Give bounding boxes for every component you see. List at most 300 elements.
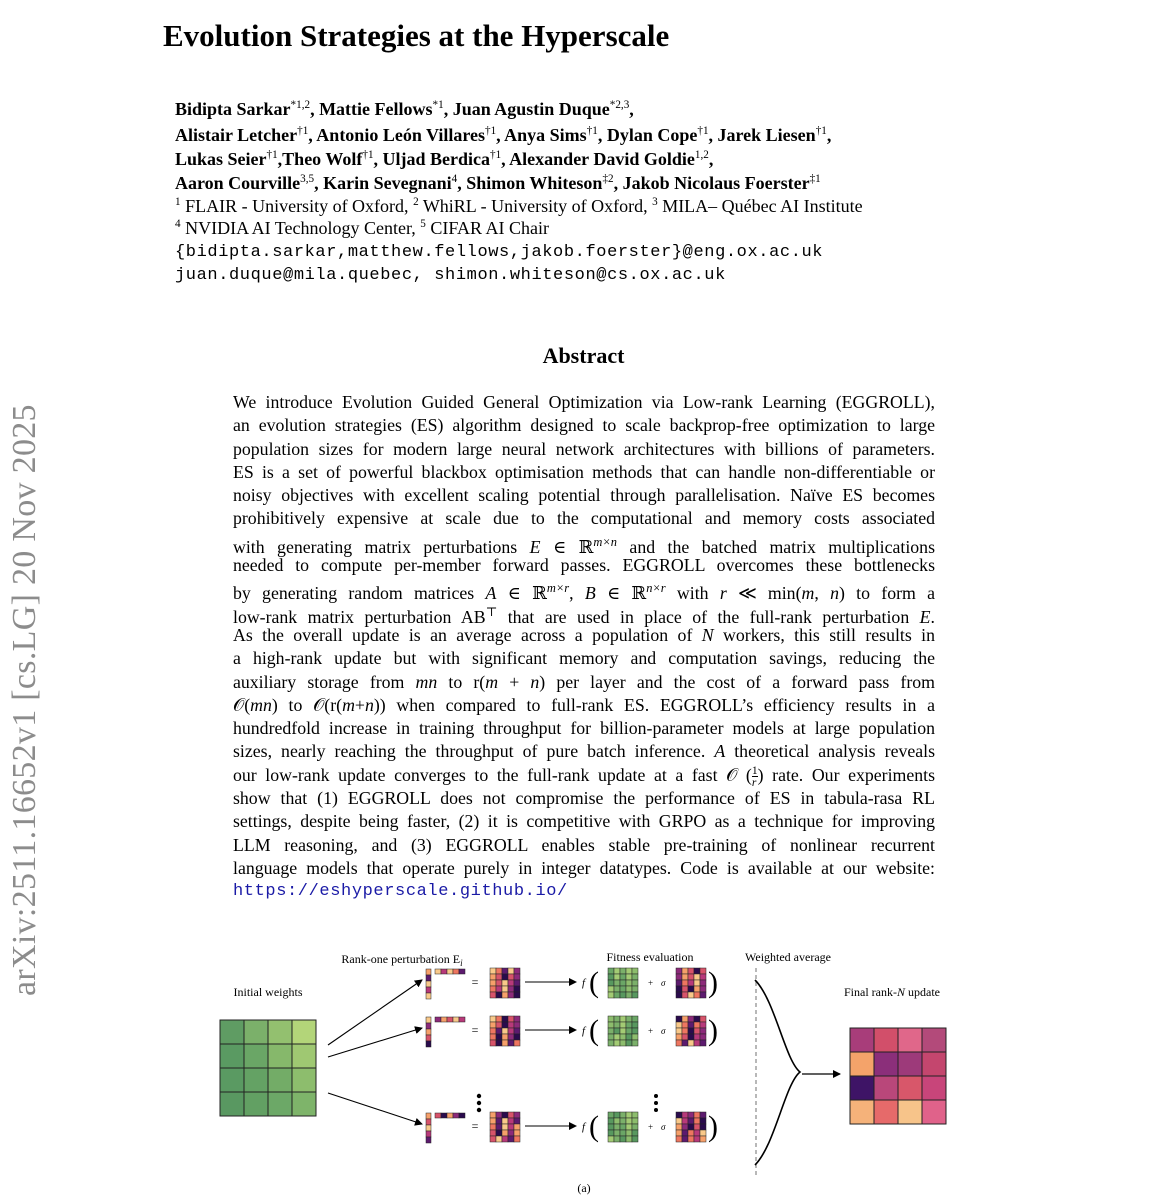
perturbation-matrix-cell	[688, 1034, 694, 1040]
perturbation-matrix-cell	[682, 968, 688, 974]
weights-matrix-cell	[608, 1118, 614, 1124]
matrix-cell	[268, 1044, 292, 1068]
weighted-average-label: Weighted average	[745, 950, 831, 964]
perturbation-matrix-cell	[682, 1136, 688, 1142]
perturbation-matrix-cell	[700, 992, 706, 998]
weights-matrix-cell	[626, 1022, 632, 1028]
perturbation-matrix-cell	[508, 1118, 514, 1124]
weights-matrix-cell	[626, 968, 632, 974]
weights-matrix-cell	[632, 992, 638, 998]
matrix-cell	[244, 1044, 268, 1068]
perturbation-rows	[426, 966, 718, 1143]
weights-matrix-cell	[614, 1124, 620, 1130]
perturbation-matrix-cell	[676, 980, 682, 986]
perturbation-matrix-cell	[514, 1124, 520, 1130]
weights-matrix-cell	[614, 1016, 620, 1022]
vertical-ellipsis-right	[654, 1094, 658, 1112]
matrix-cell	[292, 1068, 316, 1092]
weights-matrix-cell	[614, 1136, 620, 1142]
perturbation-matrix-cell	[502, 1136, 508, 1142]
matrix-cell	[898, 1052, 922, 1076]
weights-matrix-cell	[632, 1136, 638, 1142]
eggroll-method-figure	[200, 940, 960, 1200]
abstract-line: with generating matrix perturbations E ∈ ℝ$^{m\times n}$ and the batched matrix multiplications	[233, 534, 935, 557]
weights-matrix-cell	[614, 980, 620, 986]
column-vector-cell	[426, 1125, 431, 1131]
open-paren: (	[589, 966, 599, 999]
abstract-line: our low-rank update converges to the full-rank update at a fast 𝒪 ( $\frac{1}{r}$) rate. Our experiments	[233, 764, 935, 790]
perturbation-matrix-cell	[682, 1118, 688, 1124]
row-vector-cell	[435, 1017, 441, 1022]
perturbation-matrix-cell	[502, 1040, 508, 1046]
weights-matrix-cell	[608, 1112, 614, 1118]
final-update-matrix	[850, 1028, 946, 1124]
matrix-cell	[268, 1020, 292, 1044]
column-vector-cell	[426, 1041, 431, 1047]
weights-matrix-cell	[626, 1016, 632, 1022]
perturbation-matrix-cell	[490, 992, 496, 998]
perturbation-matrix-cell	[700, 1112, 706, 1118]
row-vector-cell	[435, 969, 441, 974]
perturbation-matrix-cell	[508, 1016, 514, 1022]
final-update-grid	[850, 1028, 946, 1124]
weights-matrix-cell	[608, 1040, 614, 1046]
row-vector-cell	[447, 969, 453, 974]
perturbation-matrix-cell	[496, 1124, 502, 1130]
weights-matrix-cell	[620, 1136, 626, 1142]
weights-matrix-cell	[620, 992, 626, 998]
perturbation-matrix-cell	[676, 986, 682, 992]
final-update-label: Final rank-N update	[843, 985, 941, 999]
perturbation-matrix-cell	[682, 1016, 688, 1022]
weights-matrix-cell	[608, 1022, 614, 1028]
perturbation-matrix-cell	[496, 1028, 502, 1034]
weights-matrix-cell	[626, 1112, 632, 1118]
perturbation-matrix-cell	[496, 1112, 502, 1118]
matrix-cell	[220, 1020, 244, 1044]
matrix-cell	[850, 1076, 874, 1100]
perturbation-matrix-cell	[502, 986, 508, 992]
perturbation-matrix-cell	[700, 1028, 706, 1034]
perturbation-matrix-cell	[490, 1130, 496, 1136]
perturbation-matrix-cell	[694, 986, 700, 992]
abstract-line: 𝒪(mn) to 𝒪(r(m+n)) when compared to full-rank ES. EGGROLL’s efficiency results in a	[233, 694, 935, 715]
matrix-cell	[244, 1020, 268, 1044]
weights-matrix-cell	[626, 1130, 632, 1136]
perturbation-matrix-cell	[502, 974, 508, 980]
weights-matrix-cell	[632, 974, 638, 980]
perturbation-matrix-cell	[688, 980, 694, 986]
weights-matrix-cell	[608, 1016, 614, 1022]
abstract-line: low-rank matrix perturbation AB⊤ that are used in place of the full-rank perturbation E.	[233, 604, 935, 627]
perturbation-matrix-cell	[676, 1016, 682, 1022]
weights-matrix-cell	[620, 980, 626, 986]
fitness-function-symbol: f	[582, 977, 586, 989]
perturbation-matrix-cell	[502, 1022, 508, 1028]
matrix-cell	[922, 1100, 946, 1124]
perturbation-matrix-cell	[694, 1028, 700, 1034]
weights-matrix-cell	[608, 1028, 614, 1034]
perturbation-matrix-cell	[514, 974, 520, 980]
perturbation-matrix-cell	[514, 1118, 520, 1124]
author-line-3: Lukas Seier$^{\dagger 1}$,Theo Wolf$^{\dagger 1}$, Uljad Berdica$^{\dagger 1}$, Alexander David Goldie$^{1,2}$,	[175, 149, 714, 169]
perturbation-matrix-cell	[496, 968, 502, 974]
open-paren: (	[589, 1014, 599, 1047]
perturbation-matrix-cell	[514, 980, 520, 986]
weights-matrix-cell	[608, 974, 614, 980]
matrix-cell	[898, 1028, 922, 1052]
email-line-1[interactable]: {bidipta.sarkar,matthew.fellows,jakob.foerster}@eng.ox.ac.uk	[175, 243, 824, 262]
column-vector-cell	[426, 975, 431, 981]
weights-matrix-cell	[614, 968, 620, 974]
abstract-line: hundredfold increase in training throughput for billion-parameter models at large population	[233, 718, 935, 739]
perturbation-matrix-cell	[682, 1124, 688, 1130]
perturbation-matrix-cell	[514, 1028, 520, 1034]
website-link[interactable]: https://eshyperscale.github.io/	[233, 882, 568, 902]
perturbation-matrix-cell	[496, 1136, 502, 1142]
matrix-cell	[292, 1044, 316, 1068]
perturbation-matrix-cell	[682, 1034, 688, 1040]
column-vector-cell	[426, 1029, 431, 1035]
column-vector-cell	[426, 1023, 431, 1029]
close-paren: )	[708, 1110, 718, 1143]
weights-matrix-cell	[626, 1034, 632, 1040]
abstract-line: ES is a set of powerful blackbox optimisation methods that can handle non-differentiable or	[233, 461, 935, 482]
author-line-4: Aaron Courville$^{3,5}$, Karin Sevegnani$^4$, Shimon Whiteson$^{\ddagger 2}$, Jakob Nicolaus Foerster$^{\ddagger 1}$	[175, 173, 821, 193]
perturbation-matrix-cell	[676, 1124, 682, 1130]
row-vector-cell	[459, 969, 465, 974]
weights-matrix-cell	[608, 1130, 614, 1136]
perturbation-matrix-cell	[676, 1034, 682, 1040]
perturbation-matrix-cell	[694, 1034, 700, 1040]
weights-matrix-cell	[632, 1130, 638, 1136]
abstract-line: needed to compute per-member forward passes. EGGROLL overcomes these bottlenecks	[233, 555, 935, 576]
perturbation-row	[426, 1014, 718, 1047]
weights-matrix-cell	[632, 1124, 638, 1130]
row-vector-cell	[453, 1113, 459, 1118]
matrix-cell	[922, 1076, 946, 1100]
perturbation-matrix-cell	[694, 1136, 700, 1142]
matrix-cell	[874, 1100, 898, 1124]
weights-matrix-cell	[608, 1124, 614, 1130]
row-vector-cell	[441, 1113, 447, 1118]
matrix-cell	[874, 1028, 898, 1052]
abstract-body	[233, 391, 935, 904]
weights-matrix-cell	[614, 1040, 620, 1046]
column-vector-cell	[426, 1131, 431, 1137]
perturbation-matrix-cell	[688, 1118, 694, 1124]
row-vector-cell	[453, 969, 459, 974]
row-vector-cell	[459, 1017, 465, 1022]
perturbation-matrix-cell	[676, 992, 682, 998]
abstract-heading: Abstract	[542, 343, 625, 368]
weights-matrix-cell	[620, 1118, 626, 1124]
abstract-line: sizes, nearly reaching the throughput of pure batch inference. A theoretical analysis reveals	[233, 741, 935, 762]
row-vector-cell	[441, 1017, 447, 1022]
weights-matrix-cell	[620, 1040, 626, 1046]
weights-matrix-cell	[626, 1124, 632, 1130]
affiliation-line-1: $^1$ FLAIR - University of Oxford, $^2$ WhiRL - University of Oxford, $^3$ MILA– Québec AI Institute	[175, 196, 863, 216]
perturbation-matrix-cell	[496, 1034, 502, 1040]
perturbation-matrix-cell	[490, 1136, 496, 1142]
row-vector-cell	[447, 1017, 453, 1022]
perturbation-matrix-cell	[514, 1034, 520, 1040]
initial-weights-label: Initial weights	[233, 985, 303, 999]
perturbation-matrix-cell	[514, 986, 520, 992]
equals-sign: =	[471, 975, 479, 989]
perturbation-matrix-cell	[688, 1112, 694, 1118]
perturbation-matrix-cell	[514, 1040, 520, 1046]
perturbation-matrix-cell	[688, 986, 694, 992]
weights-matrix-cell	[626, 1040, 632, 1046]
perturbation-matrix-cell	[508, 1136, 514, 1142]
perturbation-matrix-cell	[694, 1022, 700, 1028]
column-vector-cell	[426, 969, 431, 975]
perturbation-matrix-cell	[676, 1118, 682, 1124]
abstract-line: by generating random matrices A ∈ ℝ$^{m\times r}$, B ∈ ℝ$^{n\times r}$ with r ≪ min(m, n) to form a	[233, 581, 936, 604]
weights-matrix-cell	[620, 968, 626, 974]
matrix-cell	[850, 1100, 874, 1124]
perturbation-matrix-cell	[496, 1040, 502, 1046]
perturbation-matrix-cell	[502, 1016, 508, 1022]
plus-sign: +	[648, 1026, 654, 1036]
weights-matrix-cell	[620, 986, 626, 992]
perturbation-matrix-cell	[700, 1130, 706, 1136]
close-paren: )	[708, 1014, 718, 1047]
perturbation-matrix-cell	[514, 1136, 520, 1142]
perturbation-matrix-cell	[676, 1040, 682, 1046]
matrix-cell	[268, 1092, 292, 1116]
perturbation-matrix-cell	[490, 986, 496, 992]
perturbation-matrix-cell	[688, 1028, 694, 1034]
perturbation-matrix-cell	[490, 1016, 496, 1022]
abstract-line: population sizes for modern large neural network architectures with billions of parameters.	[233, 438, 935, 459]
perturbation-matrix-cell	[688, 1124, 694, 1130]
perturbation-matrix-cell	[676, 968, 682, 974]
weights-matrix-cell	[620, 1130, 626, 1136]
matrix-cell	[244, 1068, 268, 1092]
weights-matrix-cell	[626, 986, 632, 992]
perturbation-matrix-cell	[676, 1130, 682, 1136]
perturbation-matrix-cell	[490, 1112, 496, 1118]
gaussian-weighting-curve	[755, 980, 800, 1165]
matrix-cell	[898, 1100, 922, 1124]
column-vector-cell	[426, 993, 431, 999]
weights-matrix-cell	[620, 1016, 626, 1022]
matrix-cell	[244, 1092, 268, 1116]
perturbation-matrix-cell	[502, 1028, 508, 1034]
perturbation-matrix-cell	[676, 1136, 682, 1142]
row-vector-cell	[435, 1113, 441, 1118]
perturbation-matrix-cell	[502, 1034, 508, 1040]
perturbation-matrix-cell	[700, 980, 706, 986]
weights-matrix-cell	[620, 1034, 626, 1040]
perturbation-matrix-cell	[682, 974, 688, 980]
perturbation-matrix-cell	[490, 974, 496, 980]
weights-matrix-cell	[620, 1028, 626, 1034]
weights-matrix-cell	[626, 992, 632, 998]
column-vector-cell	[426, 1017, 431, 1023]
perturbation-matrix-cell	[700, 1034, 706, 1040]
perturbation-matrix-cell	[682, 986, 688, 992]
matrix-cell	[898, 1076, 922, 1100]
matrix-cell	[268, 1068, 292, 1092]
perturbation-matrix-cell	[508, 992, 514, 998]
perturbation-matrix-cell	[700, 1136, 706, 1142]
perturbation-matrix-cell	[682, 1028, 688, 1034]
paper-title: Evolution Strategies at the Hyperscale	[163, 18, 670, 53]
perturbation-row	[426, 1110, 718, 1143]
perturbation-matrix-cell	[490, 980, 496, 986]
perturbation-matrix-cell	[508, 1130, 514, 1136]
abstract-line: an evolution strategies (ES) algorithm designed to scale backprop-free optimization to large	[233, 415, 935, 436]
affiliation-line-2: $^4$ NVIDIA AI Technology Center, $^5$ CIFAR AI Chair	[175, 218, 549, 238]
perturbation-matrix-cell	[682, 980, 688, 986]
perturbation-matrix-cell	[514, 992, 520, 998]
weights-matrix-cell	[614, 1112, 620, 1118]
fitness-evaluation-label: Fitness evaluation	[606, 950, 694, 964]
close-paren: )	[708, 966, 718, 999]
perturbation-matrix-cell	[502, 968, 508, 974]
perturbation-matrix-cell	[676, 974, 682, 980]
perturbation-matrix-cell	[496, 980, 502, 986]
column-vector-cell	[426, 1113, 431, 1119]
perturbation-matrix-cell	[694, 1124, 700, 1130]
perturbation-matrix-cell	[496, 974, 502, 980]
weights-matrix-cell	[632, 1112, 638, 1118]
abstract-line: settings, despite being faster, (2) it is competitive with GRPO as a technique for improving	[233, 811, 935, 832]
perturbation-matrix-cell	[688, 968, 694, 974]
matrix-cell	[850, 1028, 874, 1052]
perturbation-matrix-cell	[676, 1028, 682, 1034]
perturbation-row	[426, 966, 718, 999]
weights-matrix-cell	[632, 986, 638, 992]
perturbation-matrix-cell	[490, 1034, 496, 1040]
weights-matrix-cell	[614, 986, 620, 992]
weights-matrix-cell	[620, 1022, 626, 1028]
perturbation-matrix-cell	[496, 1016, 502, 1022]
abstract-line: auxiliary storage from mn to r(m + n) per layer and the cost of a forward pass from	[233, 671, 936, 692]
matrix-cell	[220, 1044, 244, 1068]
weights-matrix-cell	[626, 1118, 632, 1124]
matrix-cell	[292, 1092, 316, 1116]
perturbation-matrix-cell	[700, 1016, 706, 1022]
weights-matrix-cell	[608, 968, 614, 974]
perturbation-matrix-cell	[496, 986, 502, 992]
matrix-cell	[922, 1028, 946, 1052]
weights-matrix-cell	[614, 1118, 620, 1124]
initial-weights-matrix	[220, 1020, 316, 1116]
matrix-cell	[922, 1052, 946, 1076]
perturbation-matrix-cell	[694, 1118, 700, 1124]
weights-matrix-cell	[632, 968, 638, 974]
perturbation-matrix-cell	[508, 1124, 514, 1130]
weights-matrix-cell	[632, 1028, 638, 1034]
perturbation-matrix-cell	[508, 968, 514, 974]
arxiv-identifier-stamp[interactable]: arXiv:2511.16652v1 [cs.LG] 20 Nov 2025	[6, 404, 43, 996]
perturbation-matrix-cell	[490, 1124, 496, 1130]
email-line-2[interactable]: juan.duque@mila.quebec, shimon.whiteson@cs.ox.ac.uk	[175, 266, 726, 285]
weights-matrix-cell	[614, 1022, 620, 1028]
perturbation-matrix-cell	[694, 980, 700, 986]
perturbation-matrix-cell	[490, 1040, 496, 1046]
abstract-line: As the overall update is an average across a population of N workers, this still results in	[233, 624, 935, 645]
perturbation-matrix-cell	[508, 974, 514, 980]
perturbation-matrix-cell	[508, 980, 514, 986]
perturbation-matrix-cell	[508, 1034, 514, 1040]
matrix-cell	[874, 1076, 898, 1100]
perturbation-matrix-cell	[490, 1022, 496, 1028]
perturbation-matrix-cell	[700, 1118, 706, 1124]
perturbation-matrix-cell	[694, 1112, 700, 1118]
perturbation-matrix-cell	[490, 1118, 496, 1124]
perturbation-matrix-cell	[682, 992, 688, 998]
equals-sign: =	[471, 1119, 479, 1133]
abstract-line: We introduce Evolution Guided General Optimization via Low-rank Learning (EGGROLL),	[233, 392, 935, 412]
author-line-1: Bidipta Sarkar$^{*1,2}$, Mattie Fellows$^{*1}$, Juan Agustin Duque$^{*2,3}$,	[175, 99, 634, 119]
plus-sign: +	[648, 978, 654, 988]
perturbation-matrix-cell	[700, 1040, 706, 1046]
perturbation-matrix-cell	[508, 1112, 514, 1118]
vertical-ellipsis-left	[477, 1094, 481, 1112]
abstract-line: a high-rank update but with significant memory and computation savings, reducing the	[233, 648, 935, 669]
matrix-cell	[292, 1020, 316, 1044]
perturbation-matrix-cell	[682, 1112, 688, 1118]
perturbation-matrix-cell	[694, 968, 700, 974]
weights-matrix-cell	[632, 1034, 638, 1040]
perturbation-matrix-cell	[694, 974, 700, 980]
sigma-symbol: σ	[661, 1122, 666, 1132]
perturbation-matrix-cell	[694, 1040, 700, 1046]
weights-matrix-cell	[626, 980, 632, 986]
row-vector-cell	[459, 1113, 465, 1118]
perturbation-matrix-cell	[700, 986, 706, 992]
perturbation-matrix-cell	[688, 1040, 694, 1046]
initial-weights-grid	[220, 1020, 316, 1116]
row-vector-cell	[447, 1113, 453, 1118]
perturbation-matrix-cell	[508, 1022, 514, 1028]
author-line-2: Alistair Letcher$^{\dagger 1}$, Antonio León Villares$^{\dagger 1}$, Anya Sims$^{\dagger 1}$, Dylan Cope$^{\dagger 1}$, Jarek Liesen$^{\dagger 1}$,	[175, 125, 832, 145]
matrix-cell	[850, 1052, 874, 1076]
perturbation-matrix-cell	[490, 1028, 496, 1034]
perturbation-matrix-cell	[496, 1118, 502, 1124]
perturbation-matrix-cell	[694, 992, 700, 998]
column-vector-cell	[426, 981, 431, 987]
weights-matrix-cell	[632, 1016, 638, 1022]
fitness-function-symbol: f	[582, 1121, 586, 1133]
weights-matrix-cell	[632, 1022, 638, 1028]
perturbation-matrix-cell	[694, 1130, 700, 1136]
weights-matrix-cell	[608, 980, 614, 986]
weights-matrix-cell	[620, 1112, 626, 1118]
perturbation-matrix-cell	[502, 992, 508, 998]
column-vector-cell	[426, 1137, 431, 1143]
weights-matrix-cell	[632, 1118, 638, 1124]
weights-matrix-cell	[614, 992, 620, 998]
weights-matrix-cell	[608, 1136, 614, 1142]
branch-arrows	[328, 980, 422, 1124]
perturbation-matrix-cell	[514, 968, 520, 974]
column-vector-cell	[426, 1035, 431, 1041]
weights-matrix-cell	[620, 1124, 626, 1130]
perturbation-matrix-cell	[676, 1112, 682, 1118]
perturbation-matrix-cell	[508, 1040, 514, 1046]
column-vector-cell	[426, 1119, 431, 1125]
perturbation-matrix-cell	[700, 968, 706, 974]
perturbation-matrix-cell	[514, 1016, 520, 1022]
abstract-line: show that (1) EGGROLL does not compromise the performance of ES in tabula-rasa RL	[233, 788, 935, 809]
perturbation-matrix-cell	[688, 1016, 694, 1022]
